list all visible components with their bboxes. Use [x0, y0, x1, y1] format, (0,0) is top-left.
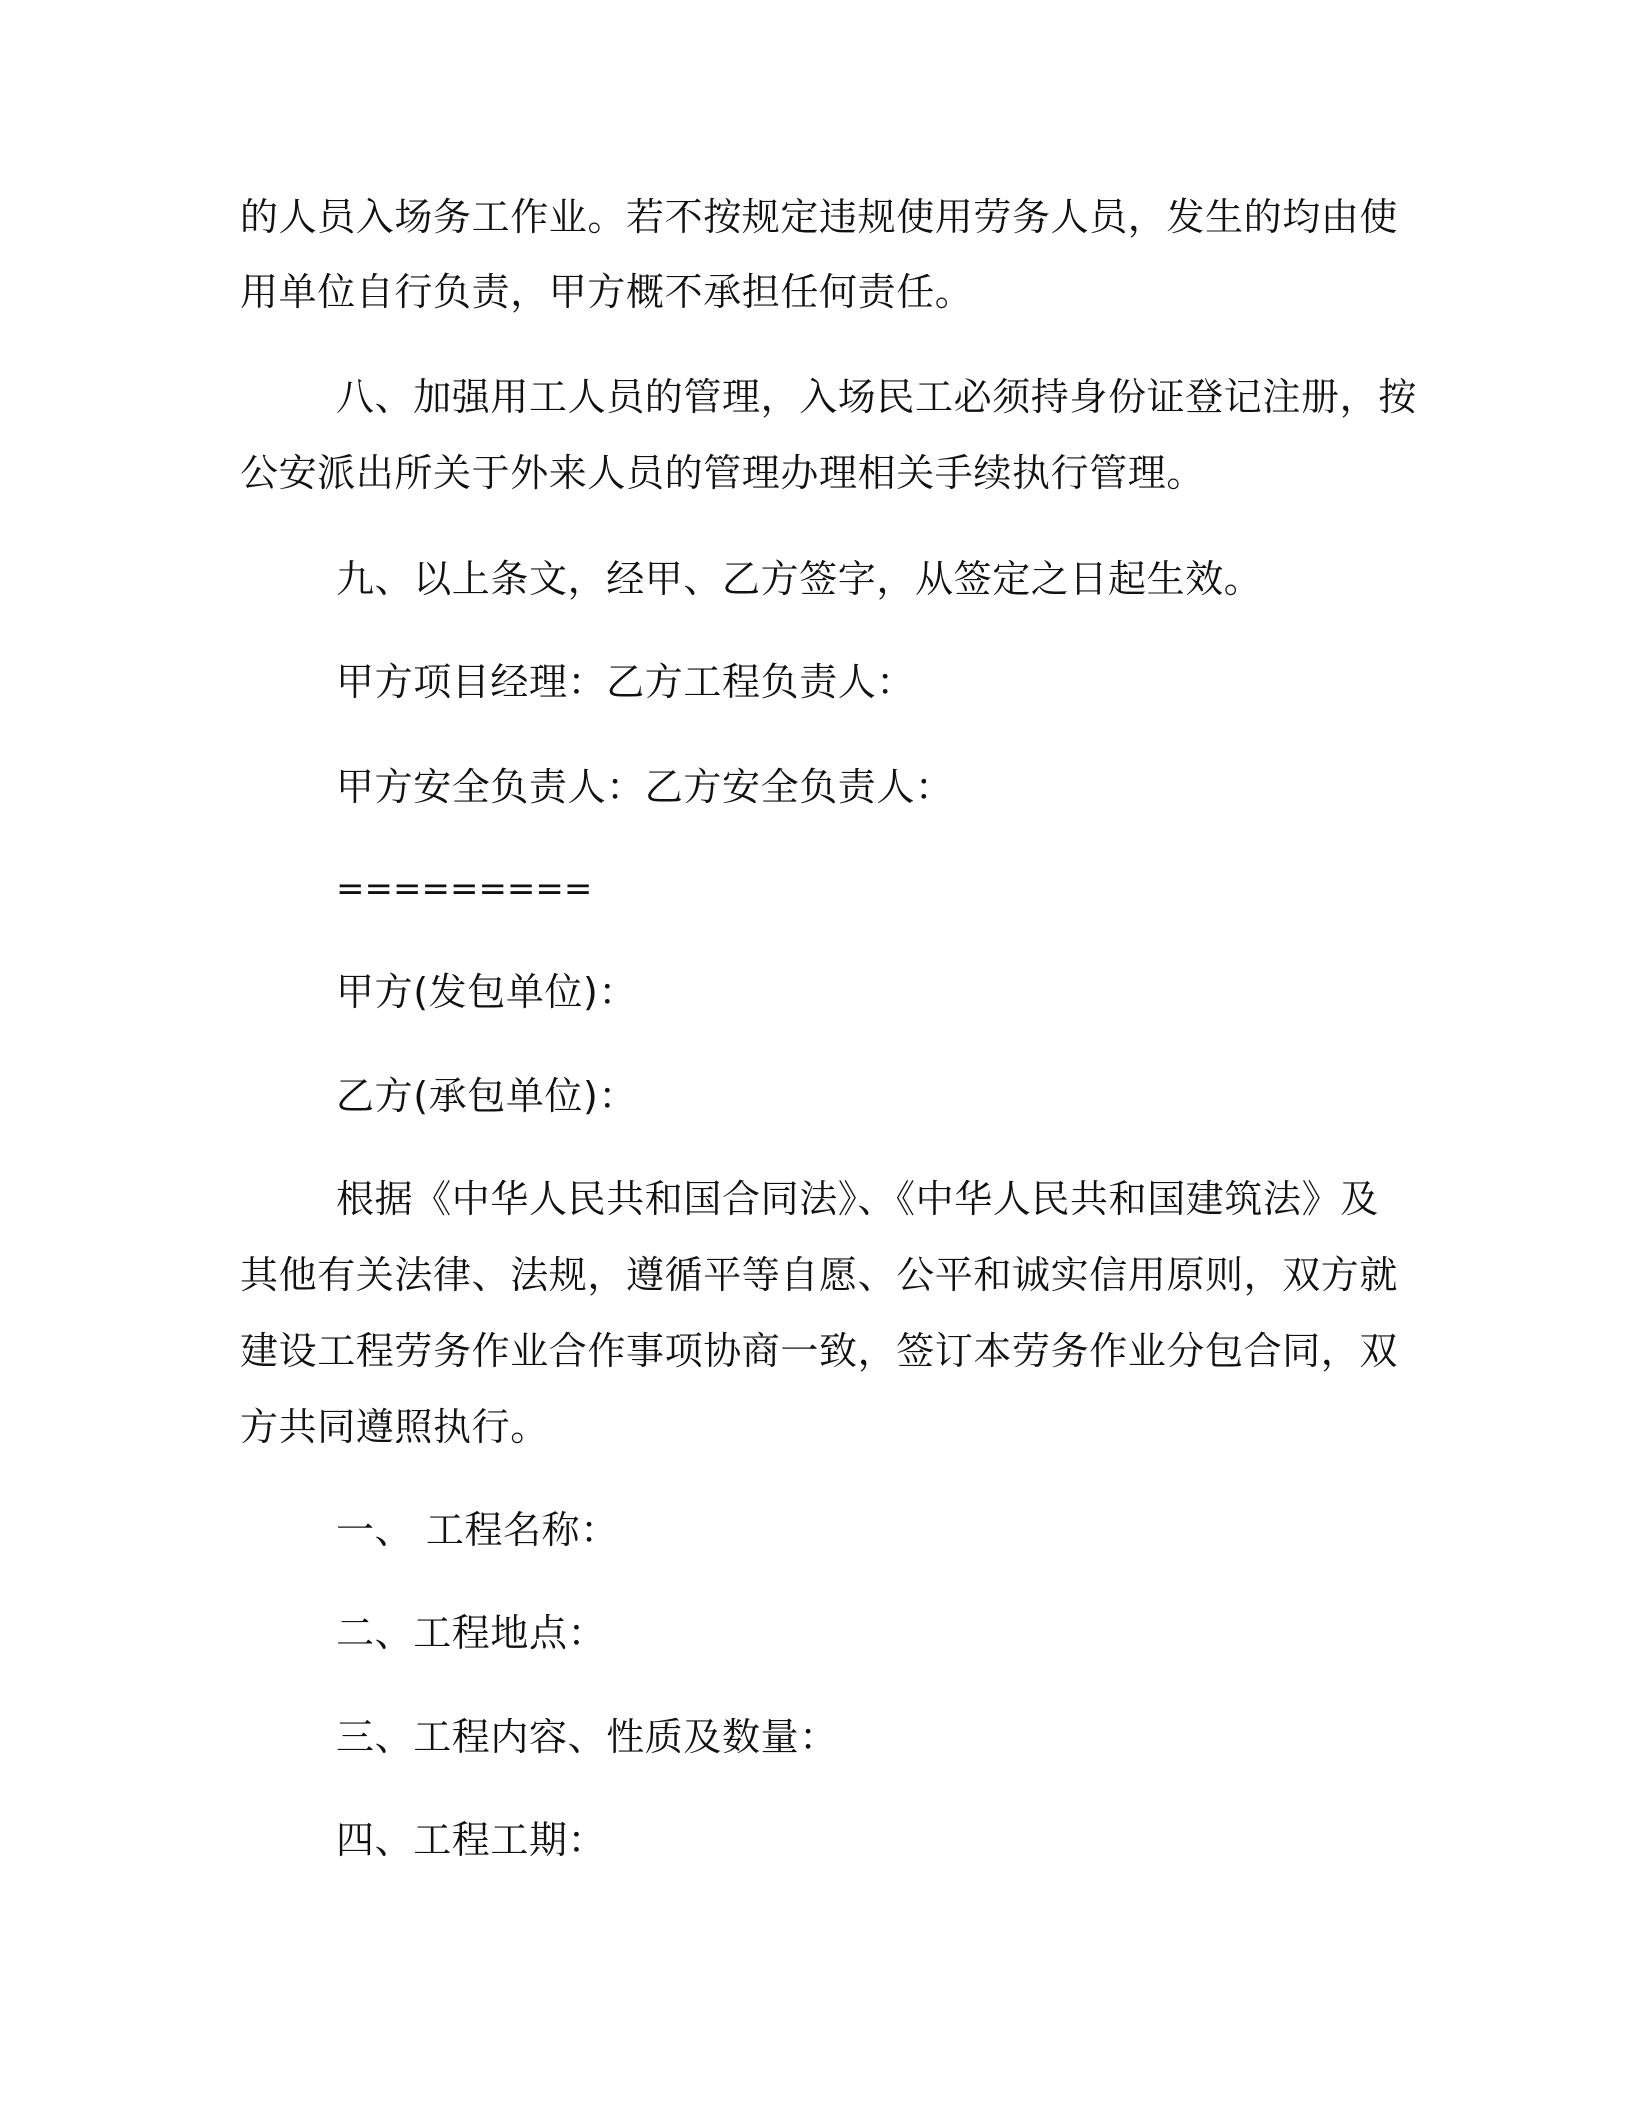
text-line: 的人员入场务工作业。若不按规定违规使用劳务人员，发生的均由使 — [240, 195, 1399, 239]
text-line: 其他有关法律、法规，遵循平等自愿、公平和诚实信用原则，双方就 — [240, 1253, 1399, 1297]
text-line: 建设工程劳务作业合作事项协商一致，签订本劳务作业分包合同，双 — [240, 1329, 1399, 1373]
signature-line-safety: 甲方安全负责人：乙方安全负责人： — [336, 765, 954, 809]
preamble-line: 根据《中华人民共和国合同法》、《中华人民共和国建筑法》及 — [336, 1177, 1379, 1221]
section-2-heading: 二、工程地点： — [336, 1611, 607, 1655]
clause-8-line: 八、加强用工人员的管理，入场民工必须持身份证登记注册，按 — [336, 375, 1417, 419]
separator-line: ========= — [336, 869, 593, 909]
section-3-heading: 三、工程内容、性质及数量： — [336, 1715, 838, 1759]
clause-9-line: 九、以上条文，经甲、乙方签字，从签定之日起生效。 — [336, 557, 1263, 601]
text-line: 用单位自行负责，甲方概不承担任何责任。 — [240, 270, 974, 314]
signature-line-project-manager: 甲方项目经理：乙方工程负责人： — [336, 660, 916, 704]
section-4-heading: 四、工程工期： — [336, 1818, 607, 1862]
section-1-heading: 一、 工程名称： — [336, 1508, 619, 1552]
party-a-line: 甲方(发包单位)： — [336, 970, 638, 1014]
text-line: 公安派出所关于外来人员的管理办理相关手续执行管理。 — [240, 451, 1206, 495]
text-line: 方共同遵照执行。 — [240, 1405, 549, 1449]
party-b-line: 乙方(承包单位)： — [336, 1074, 638, 1118]
